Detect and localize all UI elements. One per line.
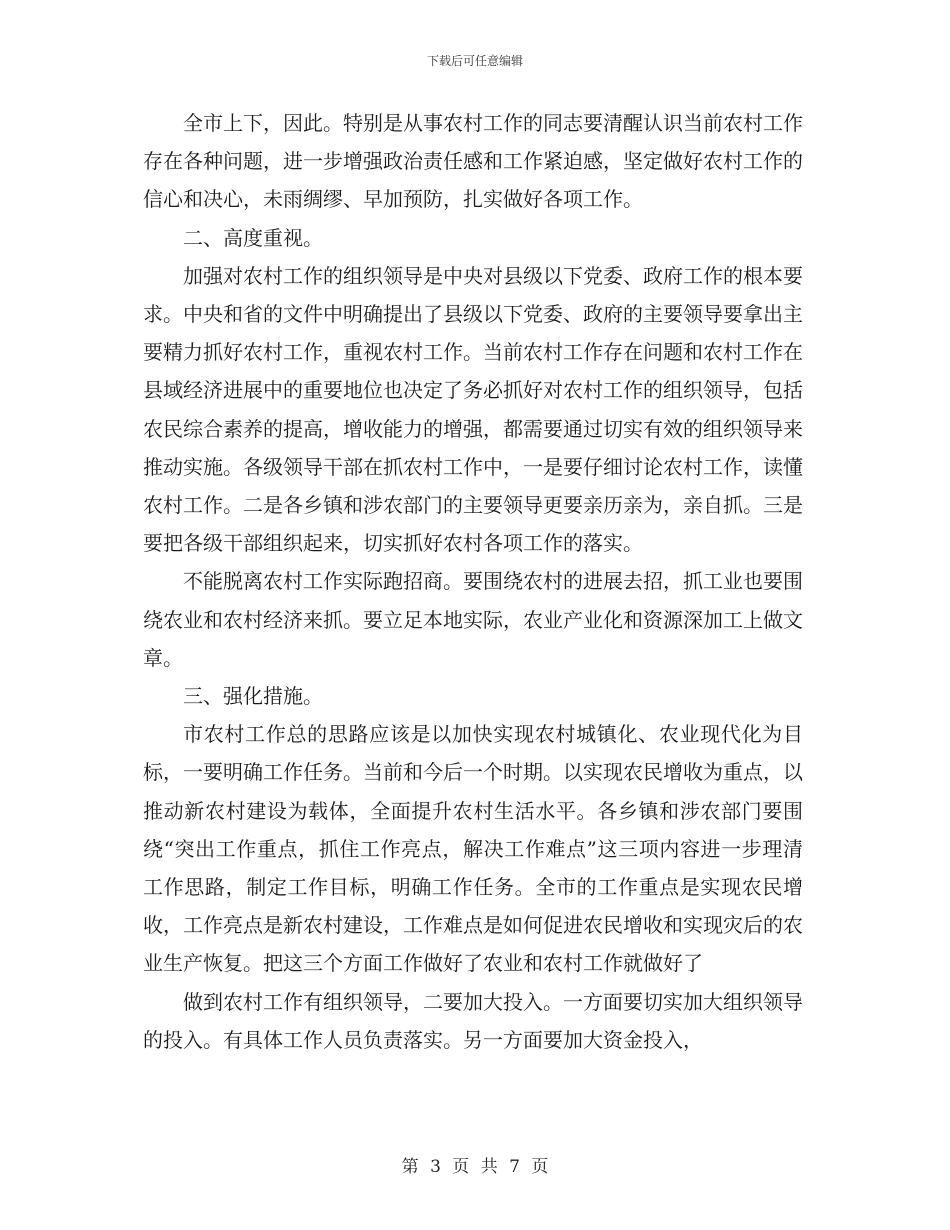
paragraph-2: 加强对农村工作的组织领导是中央对县级以下党委、政府工作的根本要求。中央和省的文件中明确提出了县级以下党委、政府的主要领导要拿出主要精力抓好农村工作，重视农村工作。当前农村工作存在问题和农村工作在县域经济进展中的重要地位也决定了务必抓好对农村工作的组织领导，包括农民综合素养的提高，增收能力的增强，都需要通过切实有效的组织领导来推动实施。各级领导干部在抓农村工作中，一是要仔细讨论农村工作，读懂农村工作。二是各乡镇和涉农部门的主要领导更要亲历亲为，亲自抓。三是要把各级干部组织起来，切实抓好农村各项工作的落实。 (143, 263, 803, 556)
paragraph-1: 全市上下，因此。特别是从事农村工作的同志要清醒认识当前农村工作存在各种问题，进一步增强政治责任感和工作紧迫感，坚定做好农村工作的信心和决心，未雨绸缪、早加预防，扎实做好各项工作。 (143, 111, 803, 212)
page-number-footer: 第 3 页 共 7 页 (401, 1157, 549, 1177)
paragraph-5: 做到农村工作有组织领导，二要加大投入。一方面要切实加大组织领导的投入。有具体工作人员负责落实。另一方面要加大资金投入， (143, 989, 803, 1052)
page-header-note: 下载后可任意编辑 (426, 54, 523, 68)
section-heading-2: 二、高度重视。 (183, 225, 323, 250)
paragraph-3: 不能脱离农村工作实际跑招商。要围绕农村的进展去招，抓工业也要围绕农业和农村经济来抓。要立足本地实际，农业产业化和资源深加工上做文章。 (143, 569, 803, 670)
document-body (143, 104, 803, 1059)
paragraph-4: 市农村工作总的思路应该是以加快实现农村城镇化、农业现代化为目标，一要明确工作任务。当前和今后一个时期。以实现农民增收为重点，以推动新农村建设为载体，全面提升农村生活水平。各乡镇和涉农部门要围绕“突出工作重点，抓住工作亮点，解决工作难点”这三项内容进一步理清工作思路，制定工作目标，明确工作任务。全市的工作重点是实现农民增收，工作亮点是新农村建设，工作难点是如何促进农民增收和实现灾后的农业生产恢复。把这三个方面工作做好了农业和农村工作就做好了 (143, 722, 803, 976)
section-heading-3: 三、强化措施。 (183, 684, 323, 709)
